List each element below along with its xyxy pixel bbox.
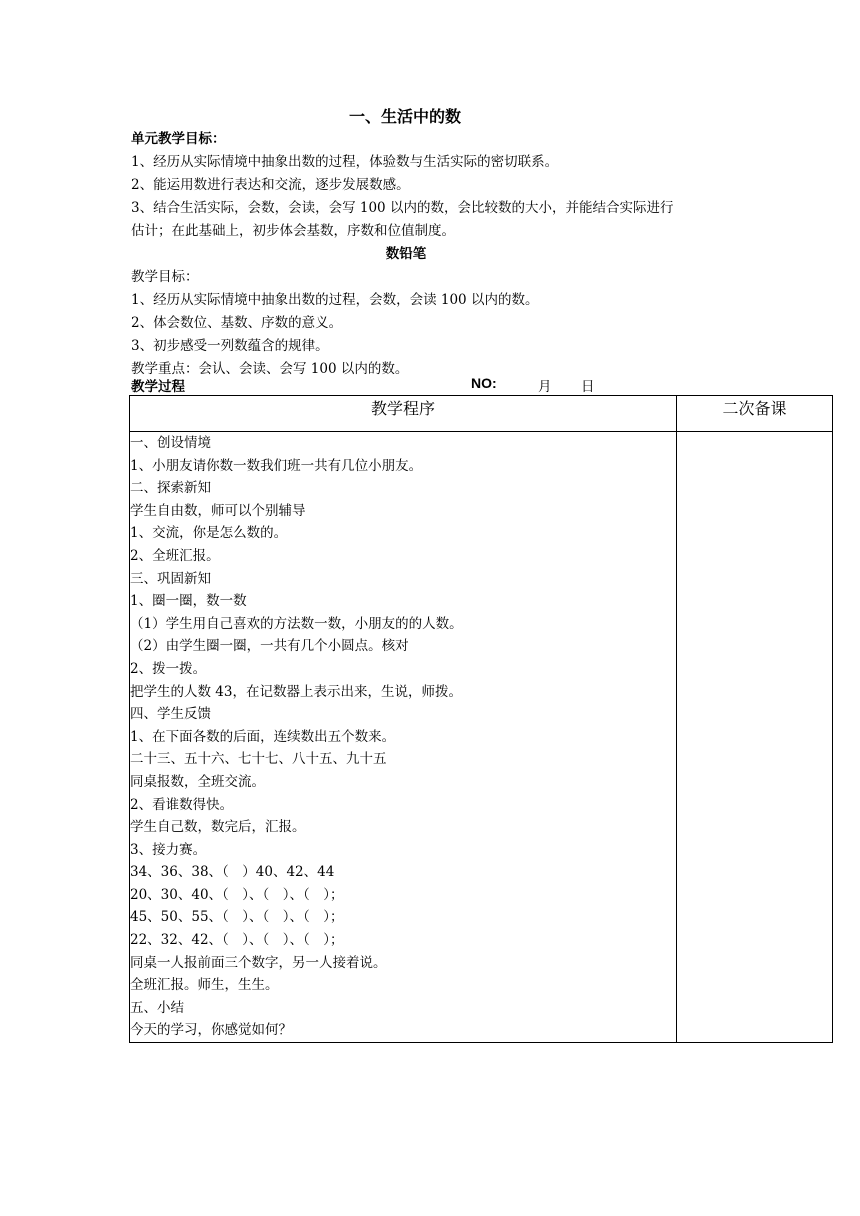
step-line: 2、看谁数得快。 xyxy=(130,796,234,813)
table-body-row xyxy=(130,432,833,1043)
unit-goal-line: 2、能运用数进行表达和交流，逐步发展数感。 xyxy=(131,177,410,193)
month-label: 月 xyxy=(538,379,552,395)
process-header-row xyxy=(131,375,831,395)
header-side: 二次备课 xyxy=(677,396,833,432)
step-line: 3、接力赛。 xyxy=(130,841,207,858)
step-line: 34、36、38、（ ）40、42、44 xyxy=(130,864,335,881)
lesson-title: 数铅笔 xyxy=(385,246,427,262)
key-point: 教学重点：会认、会读、会写 100 以内的数。 xyxy=(131,361,409,377)
step-line: 学生自己数，数完后，汇报。 xyxy=(130,819,306,836)
process-label: 教学过程 xyxy=(131,379,185,395)
step-line: 今天的学习，你感觉如何？ xyxy=(130,1022,292,1039)
step-line: 2、拨一拨。 xyxy=(130,660,207,677)
step-line: 五、小结 xyxy=(130,999,184,1016)
document-title: 一、生活中的数 xyxy=(348,107,461,126)
lesson-goal-line: 2、体会数位、基数、序数的意义。 xyxy=(131,315,343,331)
step-line: 2、全班汇报。 xyxy=(130,547,220,564)
lesson-goal-line: 3、初步感受一列数蕴含的规律。 xyxy=(131,338,329,354)
step-line: 一、创设情境 xyxy=(130,435,211,451)
lesson-goals-heading: 教学目标： xyxy=(131,269,199,285)
step-line: 把学生的人数 43，在记数器上表示出来，生说，师拨。 xyxy=(130,683,462,700)
goals-section xyxy=(131,128,771,381)
revision-notes-cell xyxy=(677,432,833,1043)
step-line: 四、学生反馈 xyxy=(130,706,211,723)
step-line: 20、30、40、（ ）、（ ）、（ ）； xyxy=(130,886,344,903)
day-label: 日 xyxy=(581,379,595,395)
step-line: 1、交流，你是怎么数的。 xyxy=(130,525,288,542)
step-line: 22、32、42、（ ）、（ ）、（ ）； xyxy=(130,932,344,949)
lesson-goal-line: 1、经历从实际情境中抽象出数的过程，会数，会读 100 以内的数。 xyxy=(131,292,539,308)
unit-goal-line: 3、结合生活实际，会数，会读，会写 100 以内的数，会比较数的大小，并能结合实际进行 xyxy=(131,200,674,216)
unit-goal-line: 估计；在此基础上，初步体会基数，序数和位值制度。 xyxy=(131,223,455,239)
unit-goals-heading: 单元教学目标： xyxy=(131,131,226,147)
step-line: 1、小朋友请你数一数我们班一共有几位小朋友。 xyxy=(130,457,423,474)
step-line: 二、探索新知 xyxy=(130,480,211,497)
step-line: 全班汇报。师生，生生。 xyxy=(130,977,279,994)
step-line: 同桌一人报前面三个数字，另一人接着说。 xyxy=(130,954,387,971)
step-line: 1、圈一圈，数一数 xyxy=(130,593,247,610)
unit-goal-line: 1、经历从实际情境中抽象出数的过程，体验数与生活实际的密切联系。 xyxy=(131,154,559,170)
step-line: 同桌报数，全班交流。 xyxy=(130,773,265,790)
step-line: 45、50、55、（ ）、（ ）、（ ）； xyxy=(130,909,344,926)
steps-cell xyxy=(130,432,677,1043)
step-line: 二十三、五十六、七十七、八十五、九十五 xyxy=(130,751,387,768)
step-line: 三、巩固新知 xyxy=(130,570,211,587)
step-line: 学生自由数，师可以个别辅导 xyxy=(130,502,306,519)
step-line: （2）由学生圈一圈，一共有几个小圆点。核对 xyxy=(130,638,409,655)
step-line: （1）学生用自己喜欢的方法数一数，小朋友的的人数。 xyxy=(130,615,463,632)
table-header-row xyxy=(130,396,833,432)
no-label: NO: xyxy=(471,375,497,391)
step-line: 1、在下面各数的后面，连续数出五个数来。 xyxy=(130,728,396,745)
lesson-plan-table xyxy=(129,395,833,1043)
header-main: 教学程序 xyxy=(130,396,677,432)
